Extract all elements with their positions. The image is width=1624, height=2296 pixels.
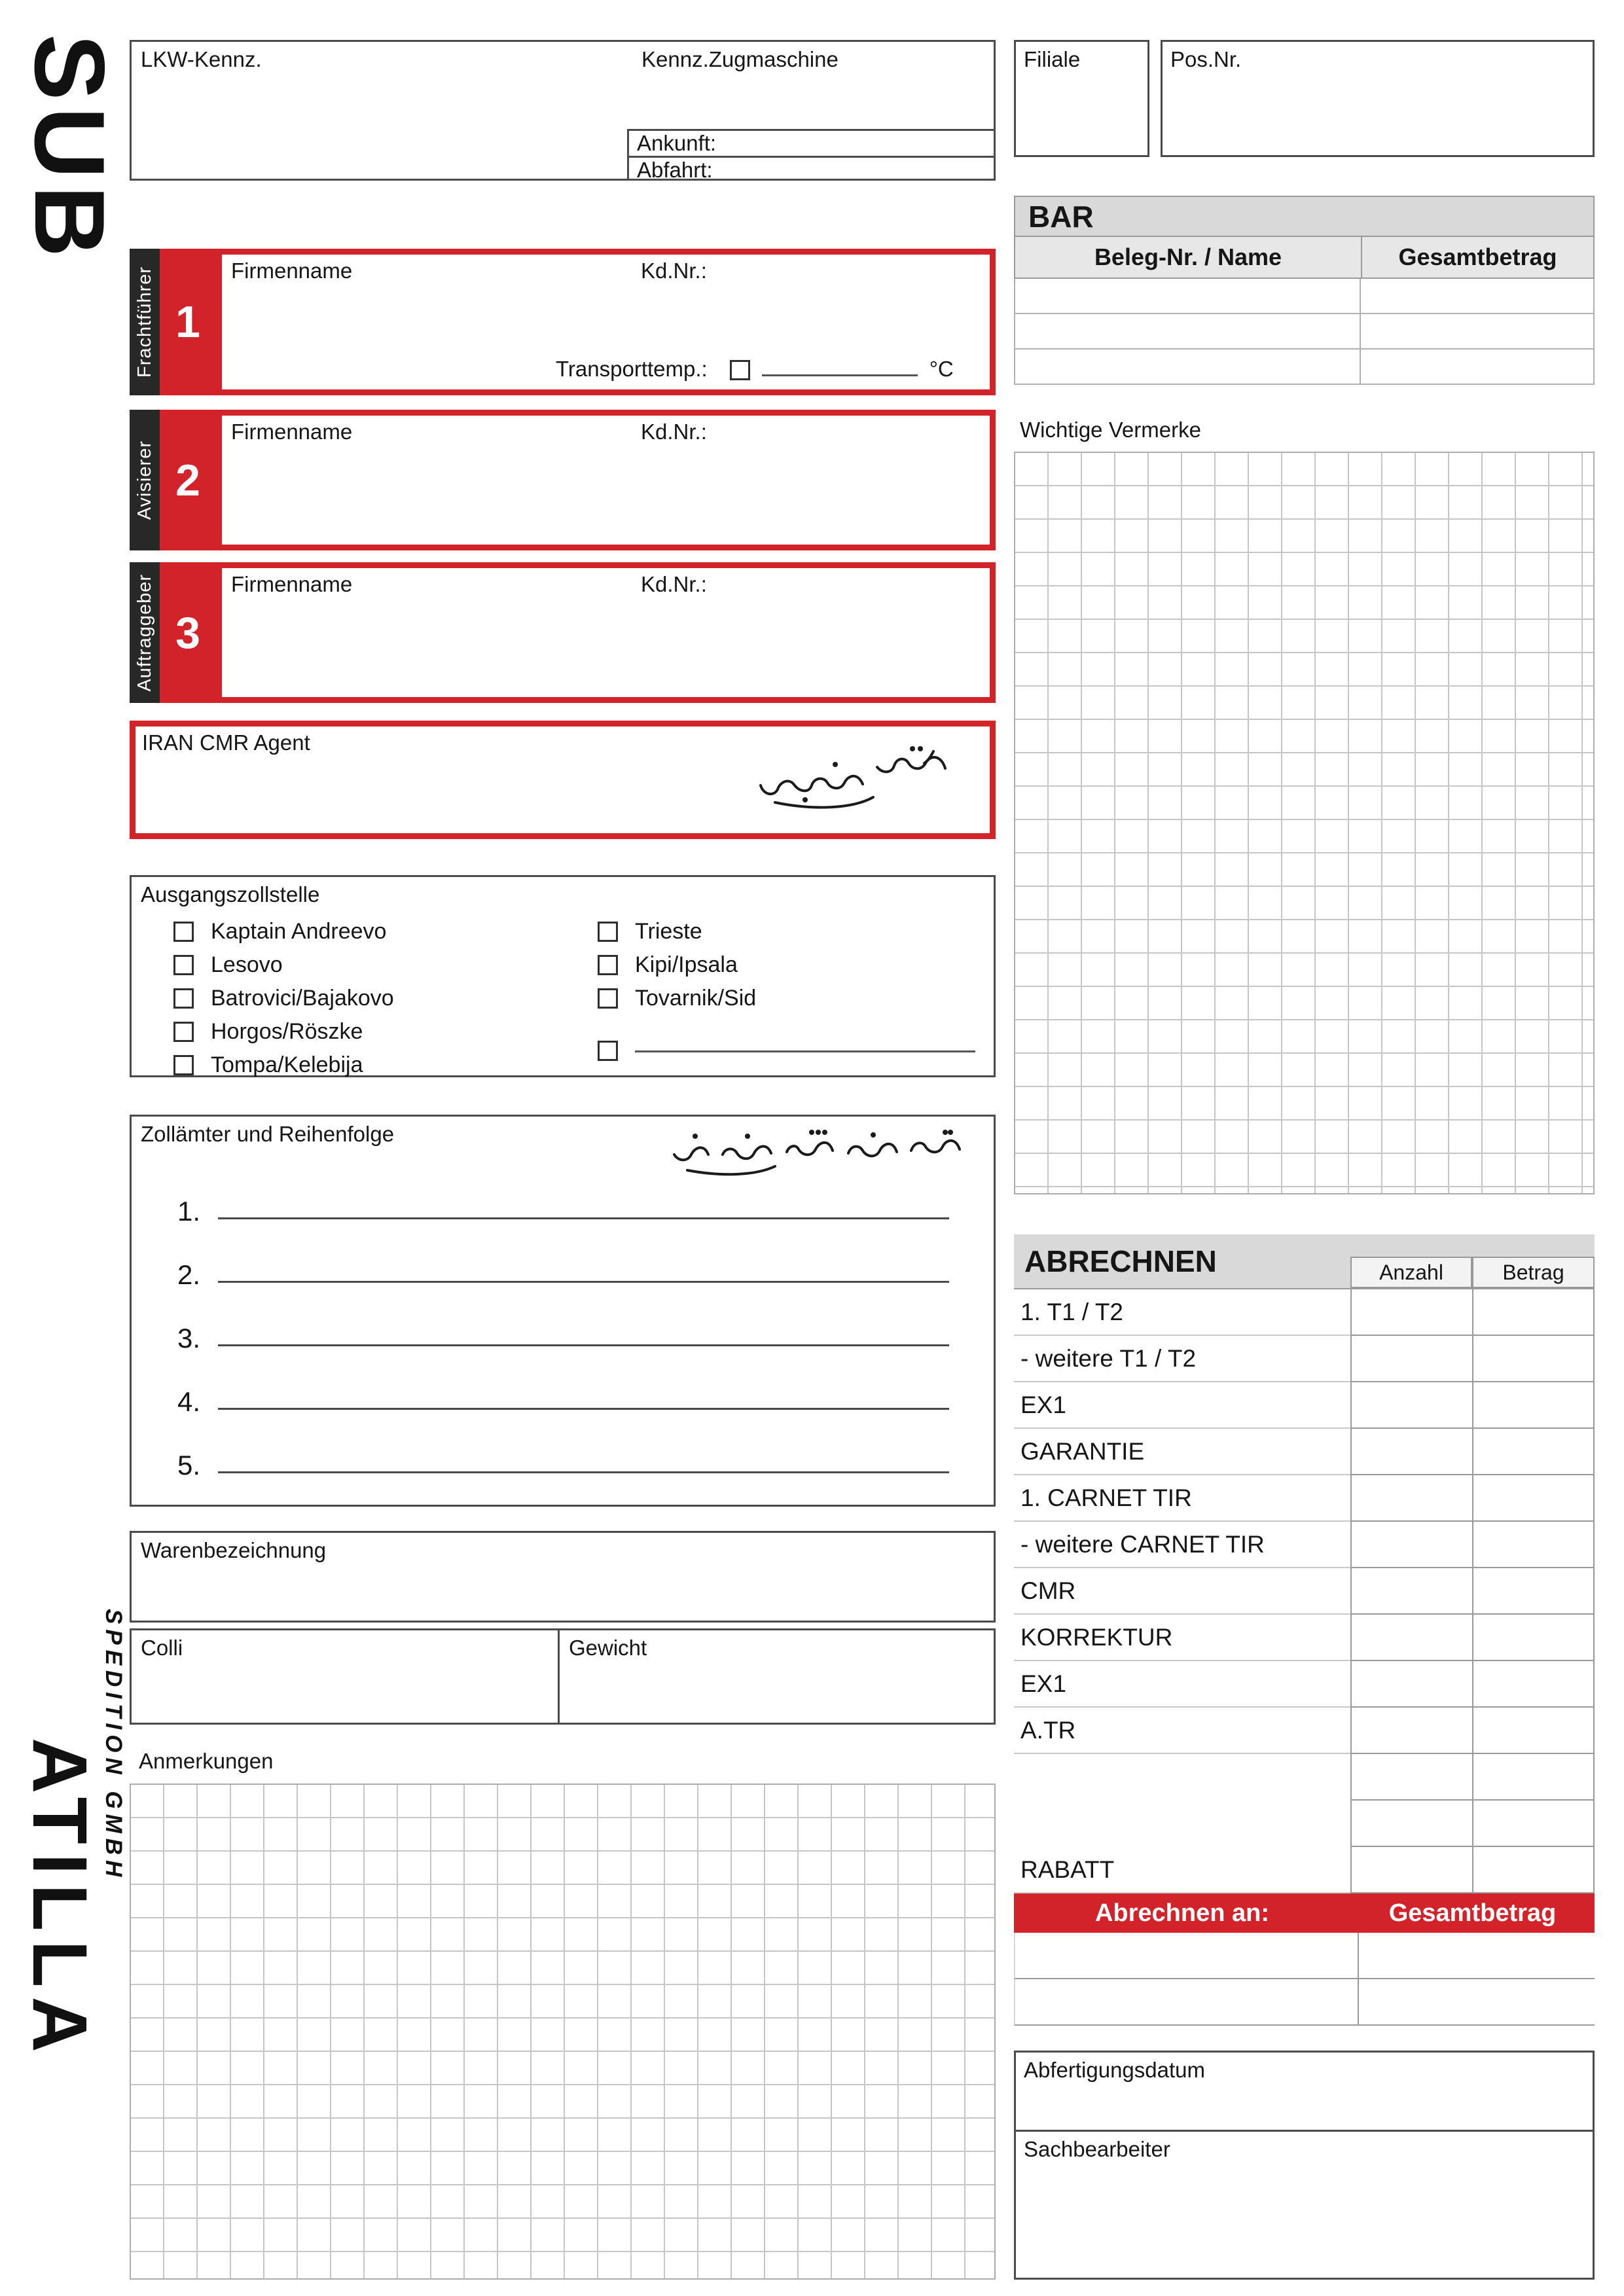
- auftraggeber-label: Auftraggeber: [134, 573, 155, 692]
- abrechnen-an-label: Abrechnen an:: [1094, 1899, 1270, 1927]
- avisierer-label: Avisierer: [134, 440, 155, 520]
- kennz-zugmaschine-label: Kennz.Zugmaschine: [641, 47, 839, 71]
- betrag-cell[interactable]: [1472, 1522, 1595, 1568]
- checkbox-label: Kaptain Andreevo: [211, 919, 387, 944]
- section-number-1: 1: [160, 249, 216, 395]
- beleg-nr-name-cell[interactable]: [1015, 314, 1361, 348]
- checkbox[interactable]: [598, 988, 618, 1009]
- anmerkungen-label: Anmerkungen: [139, 1749, 274, 1773]
- anzahl-cell[interactable]: [1350, 1754, 1472, 1801]
- ankunft-abfahrt-box: [627, 129, 994, 182]
- abfahrt-label: Abfahrt:: [637, 158, 713, 182]
- abrechnen-row-label: EX1: [1014, 1382, 1350, 1429]
- abrechnen-row-label: RABATT: [1014, 1847, 1350, 1893]
- betrag-cell[interactable]: [1472, 1475, 1595, 1522]
- zollamt-field[interactable]: [218, 1344, 949, 1346]
- checkbox[interactable]: [173, 1022, 194, 1042]
- avisierer-section: [130, 410, 996, 550]
- checkbox[interactable]: [598, 922, 618, 942]
- beleg-nr-name-header: Beleg-Nr. / Name: [1094, 243, 1282, 270]
- betrag-cell[interactable]: [1472, 1847, 1595, 1893]
- gesamtbetrag-cell[interactable]: [1361, 350, 1593, 384]
- checkbox-label: Trieste: [635, 919, 702, 944]
- colli-label: Colli: [141, 1636, 183, 1660]
- section-number-2: 2: [160, 410, 216, 550]
- abrechnen-row: [1014, 1289, 1595, 1336]
- beleg-nr-name-cell[interactable]: [1015, 350, 1361, 384]
- firmenname-label: Firmenname: [231, 420, 353, 444]
- bar-table-row: [1014, 314, 1595, 350]
- ankunft-label: Ankunft:: [637, 131, 717, 155]
- celsius-label: °C: [929, 357, 954, 381]
- line-number: 3.: [177, 1323, 201, 1354]
- abrechnen-row: [1014, 1475, 1595, 1522]
- anzahl-cell[interactable]: [1350, 1289, 1472, 1336]
- abfertigungsdatum-box[interactable]: [1014, 2051, 1595, 2132]
- betrag-cell[interactable]: [1472, 1429, 1595, 1475]
- gesamtbetrag-cell[interactable]: [1359, 1979, 1595, 2024]
- zollstelle-option: [598, 915, 756, 948]
- zollamt-field[interactable]: [218, 1408, 949, 1410]
- anzahl-cell[interactable]: [1350, 1661, 1472, 1708]
- bar-column-headers: [1014, 237, 1595, 279]
- abrechnen-header: [1014, 1234, 1595, 1288]
- line-number: 2.: [177, 1259, 201, 1290]
- betrag-cell[interactable]: [1472, 1615, 1595, 1661]
- filiale-box[interactable]: [1014, 40, 1149, 157]
- zollamt-field[interactable]: [218, 1217, 949, 1219]
- iran-cmr-agent-label: IRAN CMR Agent: [142, 730, 310, 755]
- abfahrt-row[interactable]: [629, 158, 994, 183]
- gesamtbetrag-cell[interactable]: [1359, 1933, 1595, 1978]
- checkbox-label: Kipi/Ipsala: [635, 952, 738, 977]
- gesamtbetrag-header: Gesamtbetrag: [1361, 237, 1593, 278]
- checkbox[interactable]: [173, 988, 194, 1009]
- abrechnen-row: [1014, 1336, 1595, 1382]
- lkw-kennz-label: LKW-Kennz.: [141, 47, 262, 71]
- checkbox[interactable]: [173, 1055, 194, 1075]
- anzahl-cell[interactable]: [1350, 1801, 1472, 1847]
- checkbox-label: Horgos/Röszke: [211, 1019, 363, 1044]
- checkbox-label: Lesovo: [211, 952, 283, 977]
- abrechnen-row-label: CMR: [1014, 1568, 1350, 1615]
- anzahl-column-header: Anzahl: [1350, 1257, 1472, 1288]
- abrechnen-title: ABRECHNEN: [1024, 1244, 1217, 1278]
- zollaemter-box: [130, 1115, 996, 1507]
- zollamt-field[interactable]: [218, 1281, 949, 1283]
- anzahl-cell[interactable]: [1350, 1429, 1472, 1475]
- betrag-cell[interactable]: [1472, 1754, 1595, 1801]
- atilla-logo: ATILLA: [16, 1738, 103, 2062]
- abrechnen-row: [1014, 1754, 1595, 1801]
- abrechnen-row: [1014, 1847, 1595, 1893]
- firmenname-label: Firmenname: [231, 259, 353, 283]
- abrechnen-row: [1014, 1568, 1595, 1615]
- abrechnen-row: [1014, 1661, 1595, 1708]
- custom-zollstelle-field[interactable]: [635, 1050, 975, 1052]
- gesamtbetrag-label: Gesamtbetrag: [1388, 1899, 1557, 1927]
- anzahl-cell[interactable]: [1350, 1475, 1472, 1522]
- abrechnen-row: [1014, 1522, 1595, 1568]
- abrechnen-row-label: - weitere T1 / T2: [1014, 1336, 1350, 1382]
- gewicht-label: Gewicht: [569, 1636, 647, 1660]
- frachtfuehrer-fields[interactable]: [216, 249, 996, 395]
- abrechnen-row-label: EX1: [1014, 1661, 1350, 1708]
- betrag-cell[interactable]: [1472, 1336, 1595, 1382]
- zollstelle-option: [173, 1049, 394, 1082]
- zollamt-line: [177, 1418, 949, 1481]
- abrechnen-an-row[interactable]: [1014, 1933, 1595, 1979]
- transporttemp-field[interactable]: [762, 374, 918, 376]
- betrag-cell[interactable]: [1472, 1568, 1595, 1615]
- abrechnen-table: [1014, 1288, 1595, 1893]
- checkbox-label: Tovarnik/Sid: [635, 986, 757, 1011]
- zollstelle-option: [173, 915, 394, 948]
- sachbearbeiter-box[interactable]: [1014, 2130, 1595, 2280]
- pos-nr-label: Pos.Nr.: [1170, 47, 1242, 71]
- auftraggeber-fields[interactable]: [216, 562, 996, 703]
- zollamt-line: [177, 1354, 949, 1418]
- abrechnen-row: [1014, 1382, 1595, 1429]
- spedition-gmbh-logo: SPEDITION GMBH: [101, 1609, 126, 1882]
- abrechnen-an-row[interactable]: [1014, 1979, 1595, 2026]
- zollaemter-label: Zollämter und Reihenfolge: [141, 1122, 395, 1146]
- auftraggeber-section: [130, 562, 996, 703]
- abrechnen-row-label: KORREKTUR: [1014, 1615, 1350, 1661]
- filiale-label: Filiale: [1024, 47, 1081, 71]
- line-number: 4.: [177, 1386, 201, 1417]
- ankunft-row[interactable]: [629, 131, 994, 158]
- abrechnen-row-label: - weitere CARNET TIR: [1014, 1522, 1350, 1568]
- betrag-cell[interactable]: [1472, 1661, 1595, 1708]
- beleg-nr-name-cell[interactable]: [1015, 279, 1361, 313]
- abrechnen-row-label: [1014, 1801, 1350, 1847]
- ausgangszollstelle-label: Ausgangszollstelle: [141, 882, 320, 906]
- checkbox-label: Batrovici/Bajakovo: [211, 986, 394, 1011]
- zollamt-line: [177, 1291, 949, 1354]
- abrechnen-row-label: 1. CARNET TIR: [1014, 1475, 1350, 1522]
- warenbezeichnung-box[interactable]: [130, 1531, 996, 1623]
- bar-table-row: [1014, 279, 1595, 314]
- kdnr-label: Kd.Nr.:: [641, 572, 707, 596]
- checkbox[interactable]: [173, 955, 194, 975]
- betrag-cell[interactable]: [1472, 1289, 1595, 1336]
- kdnr-label: Kd.Nr.:: [641, 259, 707, 283]
- sachbearbeiter-label: Sachbearbeiter: [1024, 2137, 1170, 2161]
- betrag-column-header: Betrag: [1472, 1257, 1595, 1288]
- anmerkungen-grid[interactable]: [130, 1784, 996, 2280]
- gewicht-box[interactable]: [558, 1628, 996, 1725]
- abfertigungsdatum-label: Abfertigungsdatum: [1024, 2058, 1206, 2082]
- abrechnen-an-bar: [1014, 1893, 1595, 1933]
- iran-cmr-agent-box[interactable]: [130, 721, 996, 839]
- avisierer-fields[interactable]: [216, 410, 996, 550]
- abrechnen-row-label: 1. T1 / T2: [1014, 1289, 1350, 1336]
- warenbezeichnung-label: Warenbezeichnung: [141, 1538, 327, 1562]
- lkw-kennz-box[interactable]: [130, 40, 996, 181]
- zollstelle-option: [173, 982, 394, 1015]
- bar-table: [1014, 279, 1595, 385]
- avisierer-strip: [130, 410, 160, 550]
- zollstelle-options-right: [598, 915, 756, 1015]
- checkbox-label: Tompa/Kelebija: [211, 1052, 363, 1077]
- transporttemp-label: Transporttemp.:: [556, 357, 708, 381]
- anzahl-cell[interactable]: [1350, 1382, 1472, 1429]
- kdnr-label: Kd.Nr.:: [641, 420, 707, 444]
- anzahl-cell[interactable]: [1350, 1708, 1472, 1754]
- firmenname-label: Firmenname: [231, 572, 353, 596]
- wichtige-vermerke-label: Wichtige Vermerke: [1020, 418, 1201, 442]
- abrechnen-an-cell[interactable]: [1015, 1933, 1359, 1978]
- betrag-cell[interactable]: [1472, 1801, 1595, 1847]
- abrechnen-row-label: A.TR: [1014, 1708, 1350, 1754]
- zollstelle-custom-option: [598, 1034, 975, 1067]
- wichtige-vermerke-grid[interactable]: [1014, 452, 1595, 1194]
- zollstelle-option: [173, 948, 394, 982]
- zollamt-field[interactable]: [218, 1471, 949, 1473]
- ausgangszollstelle-box: [130, 875, 996, 1077]
- sub-logo: SUB: [14, 34, 125, 264]
- anzahl-cell[interactable]: [1350, 1336, 1472, 1382]
- bar-title: BAR: [1028, 199, 1094, 234]
- anzahl-cell[interactable]: [1350, 1847, 1472, 1893]
- bar-section: [1014, 196, 1595, 385]
- anzahl-cell[interactable]: [1350, 1615, 1472, 1661]
- abrechnen-row: [1014, 1708, 1595, 1754]
- frachtfuehrer-section: [130, 249, 996, 395]
- checkbox[interactable]: [173, 922, 194, 942]
- abrechnen-an-cell[interactable]: [1015, 1979, 1359, 2024]
- anzahl-cell[interactable]: [1350, 1522, 1472, 1568]
- gesamtbetrag-cell[interactable]: [1361, 314, 1593, 348]
- handwritten-farsi-note: [734, 742, 950, 817]
- bar-table-row: [1014, 350, 1595, 385]
- abrechnen-row: [1014, 1801, 1595, 1847]
- frachtfuehrer-label: Frachtführer: [134, 266, 155, 378]
- zollstelle-option: [173, 1015, 394, 1049]
- bar-header: [1014, 196, 1595, 237]
- frachtfuehrer-strip: [130, 249, 160, 395]
- line-number: 1.: [177, 1196, 201, 1227]
- zollamt-order-lines: [177, 1164, 949, 1481]
- zollstelle-option: [598, 982, 756, 1015]
- gesamtbetrag-cell[interactable]: [1361, 279, 1593, 313]
- pos-nr-box[interactable]: [1161, 40, 1595, 157]
- zollstelle-option: [598, 948, 756, 982]
- checkbox[interactable]: [598, 955, 618, 975]
- transporttemp-row: [556, 357, 954, 382]
- checkbox[interactable]: [598, 1041, 618, 1061]
- betrag-cell[interactable]: [1472, 1708, 1595, 1754]
- betrag-cell[interactable]: [1472, 1382, 1595, 1429]
- abrechnen-row-label: [1014, 1754, 1350, 1801]
- abrechnen-section: [1014, 1234, 1595, 2026]
- line-number: 5.: [177, 1450, 201, 1480]
- zollamt-line: [177, 1164, 949, 1227]
- abrechnen-row-label: GARANTIE: [1014, 1429, 1350, 1475]
- section-number-3: 3: [160, 562, 216, 703]
- auftraggeber-strip: [130, 562, 160, 703]
- anzahl-cell[interactable]: [1350, 1568, 1472, 1615]
- zollamt-line: [177, 1227, 949, 1291]
- transporttemp-checkbox[interactable]: [730, 360, 750, 380]
- abrechnen-row: [1014, 1429, 1595, 1475]
- colli-box[interactable]: [130, 1628, 560, 1725]
- abrechnen-row: [1014, 1615, 1595, 1661]
- zollstelle-options-left: [173, 915, 394, 1082]
